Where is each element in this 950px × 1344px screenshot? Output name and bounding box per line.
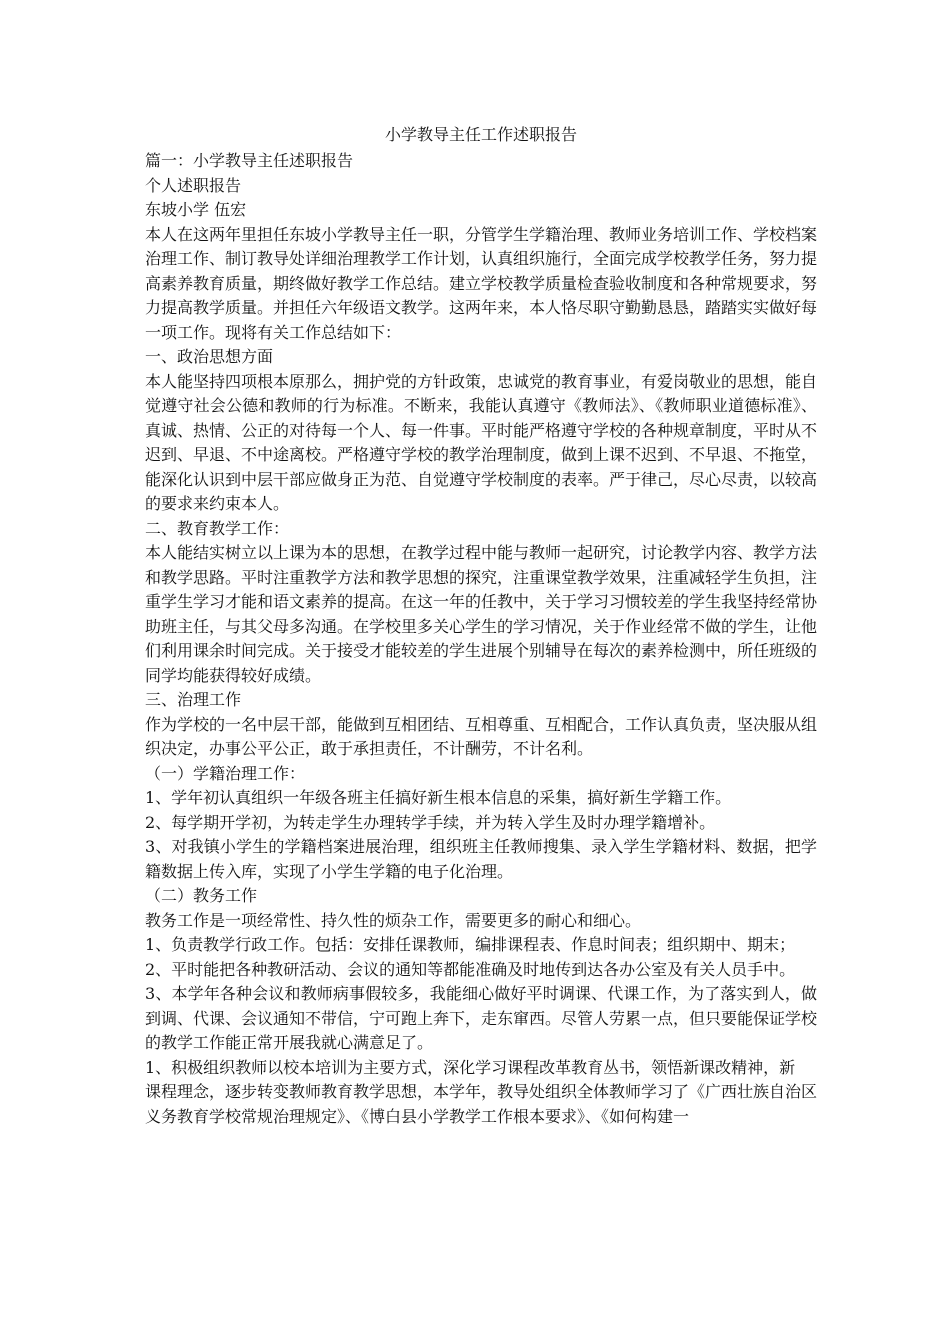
subsection-heading: （一）学籍治理工作： xyxy=(145,763,306,783)
list-item: 1、学年初认真组织一年级各班主任搞好新生根本信息的采集，搞好新生学籍工作。 xyxy=(145,788,732,807)
list-item: 3、对我镇小学生的学籍档案进展治理，组织班主任教师搜集、录入学生学籍材料、数据，把学籍数据上传入库，实现了小学生学籍的电子化治理。 xyxy=(145,837,817,881)
paragraph: 本人能坚持四项根本原那么，拥护党的方针政策，忠诚党的教育事业，有爱岗敬业的思想，能自觉遵守社会公德和教师的行为标准。不断来，我能认真遵守《教师法》、《教师职业道德标准》、真诚、热情、公正的对待每一个人、每一件事。平时能严格遵守学校的各种规章制度，平时从不迟到、早退、不中途离校。严格遵守学校的教学治理制度，做到上课不迟到、不早退、不拖堂，能深化认识到中层干部应做身正为范、自觉遵守学校制度的表率。严于律己，尽心尽责，以较高的要求来约束本人。 xyxy=(145,371,818,513)
paragraph: 本人在这两年里担任东坡小学教导主任一职，分管学生学籍治理、教师业务培训工作、学校档案治理工作、制订教导处详细治理教学工作计划，认真组织施行，全面完成学校教学任务，努力提高素养教育质量，期终做好教学工作总结。建立学校教学质量检查验收制度和各种常规要求，努力提高教学质量。并担任六年级语文教学。这两年来，本人恪尽职守勤勤恳恳，踏踏实实做好每一项工作。现将有关工作总结如下： xyxy=(145,224,818,342)
document-body xyxy=(145,123,817,1129)
list-item: 2、平时能把各种教研活动、会议的通知等都能准确及时地传到达各办公室及有关人员手中。 xyxy=(145,959,796,979)
paragraph: 课程理念，逐步转变教师教育教学思想，本学年，教导处组织全体教师学习了《广西壮族自治区义务教育学校常规治理规定》、《博白县小学教学工作根本要求》、《如何构建一 xyxy=(145,1082,818,1126)
section-heading: 一、政治思想方面 xyxy=(145,347,274,366)
paragraph: 东坡小学 伍宏 xyxy=(145,200,247,219)
section-heading: 二、教育教学工作： xyxy=(145,518,290,538)
list-item: 1、负责教学行政工作。包括：安排任课教师，编排课程表、作息时间表；组织期中、期末； xyxy=(145,935,796,954)
paragraph: 教务工作是一项经常性、持久性的烦杂工作，需要更多的耐心和细心。 xyxy=(145,910,642,930)
document-title: 小学教导主任工作述职报告 xyxy=(384,125,577,144)
paragraph: 篇一：小学教导主任述职报告 xyxy=(145,151,354,170)
paragraph: 本人能结实树立以上课为本的思想，在教学过程中能与教师一起研究，讨论教学内容、教学方法和教学思路。平时注重教学方法和教学思想的探究，注重课堂教学效果，注重减轻学生负担，注重学生学习才能和语文素养的提高。在这一年的任教中，关于学习习惯较差的学生我坚持经常协助班主任，与其父母多沟通。在学校里多关心学生的学习情况，关于作业经常不做的学生，让他们利用课余时间完成。关于接受才能较差的学生进展个别辅导在每次的素养检测中，所任班级的同学均能获得较好成绩。 xyxy=(145,543,818,685)
paragraph: 个人述职报告 xyxy=(145,175,242,195)
section-heading: 三、治理工作 xyxy=(145,690,242,709)
paragraph: 作为学校的一名中层干部，能做到互相团结、互相尊重、互相配合，工作认真负责，坚决服从组织决定，办事公平公正，敢于承担责任，不计酬劳，不计名利。 xyxy=(145,714,818,758)
list-item: 3、本学年各种会议和教师病事假较多，我能细心做好平时调课、代课工作，为了落实到人，做到调、代课、会议通知不带信，宁可跑上奔下，走东窜西。尽管人劳累一点，但只要能保证学校的教学工作能正常开展我就心满意足了。 xyxy=(145,984,818,1052)
list-item: 1、积极组织教师以校本培训为主要方式，深化学习课程改革教育丛书，领悟新课改精神，新 xyxy=(145,1057,796,1077)
list-item: 2、每学期开学初，为转走学生办理转学手续，并为转入学生及时办理学籍增补。 xyxy=(145,812,716,832)
subsection-heading: （二）教务工作 xyxy=(145,886,258,905)
